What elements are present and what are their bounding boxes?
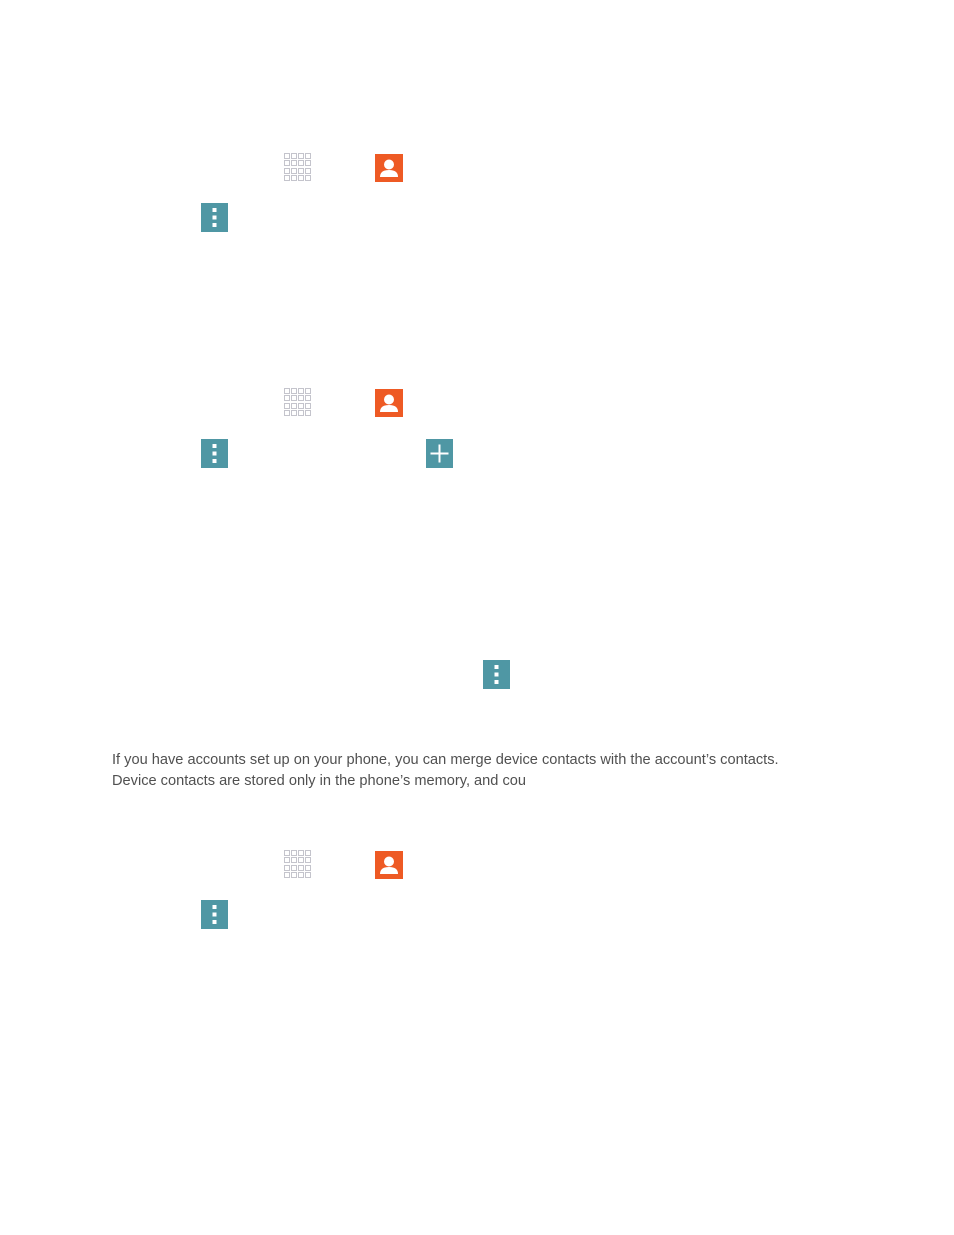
apps-grid-icon[interactable] <box>284 850 312 879</box>
merge-contacts-paragraph <box>112 750 872 792</box>
contacts-person-icon[interactable] <box>375 851 403 879</box>
more-options-icon[interactable] <box>201 439 228 468</box>
more-options-icon[interactable] <box>201 900 228 929</box>
paragraph-line-2: Device contacts are stored only in the phone’s memory, and cou <box>112 773 526 789</box>
add-plus-icon[interactable] <box>426 439 453 468</box>
contacts-person-icon[interactable] <box>375 154 403 182</box>
apps-grid-icon[interactable] <box>284 388 312 417</box>
more-options-icon[interactable] <box>483 660 510 689</box>
paragraph-line-1: If you have accounts set up on your phone, you can merge device contacts with the account’s contacts. <box>112 752 779 768</box>
apps-grid-icon[interactable] <box>284 153 312 182</box>
contacts-person-icon[interactable] <box>375 389 403 417</box>
more-options-icon[interactable] <box>201 203 228 232</box>
